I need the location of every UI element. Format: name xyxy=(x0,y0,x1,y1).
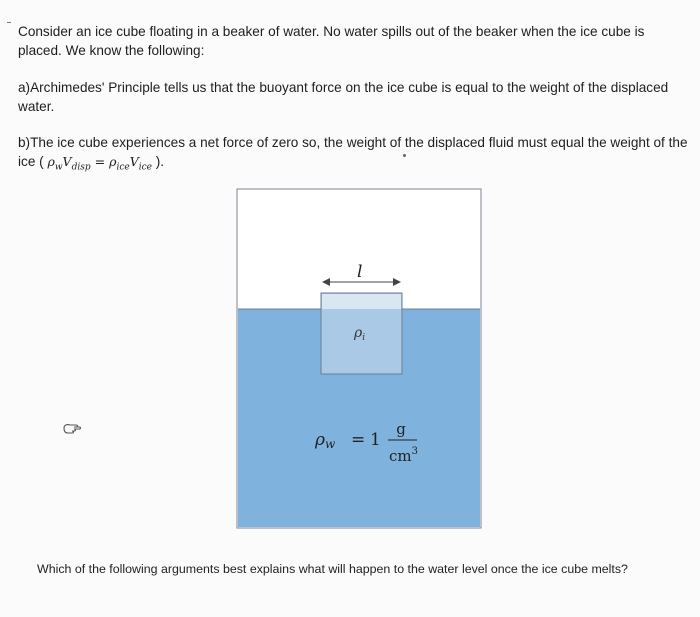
svg-text:cm3: $cm^3$ xyxy=(389,446,418,465)
svg-text:g: g xyxy=(396,420,406,438)
svg-text:ρw: ρw xyxy=(315,430,336,451)
pointer-hand-icon xyxy=(62,420,82,436)
ice-density-label: $\rho_i$ xyxy=(354,325,366,343)
point-b-text: b)The ice cube experiences a net force of zero so, the weight of the displaced fluid must equal the weight of the ice ( xyxy=(18,135,688,169)
point-b-close: ). xyxy=(155,154,165,169)
length-label: l xyxy=(357,262,363,282)
ice-cube-above-water xyxy=(322,294,401,309)
svg-text:1: 1 xyxy=(370,430,381,450)
svg-text:=: = xyxy=(351,430,366,450)
intro-paragraph: Consider an ice cube floating in a beaker of water. No water spills out of the beaker when the ice cube is placed. We know the following: xyxy=(18,24,645,58)
question-text: Which of the following arguments best explains what will happen to the water level once the ice cube melts? xyxy=(37,562,628,576)
equilibrium-equation: $\rho_wV_{disp} = \rho_{ice}V_{ice}$ xyxy=(47,154,152,173)
point-a-paragraph: a)Archimedes' Principle tells us that the buoyant force on the ice cube is equal to the weight of the displaced water. xyxy=(18,80,669,114)
